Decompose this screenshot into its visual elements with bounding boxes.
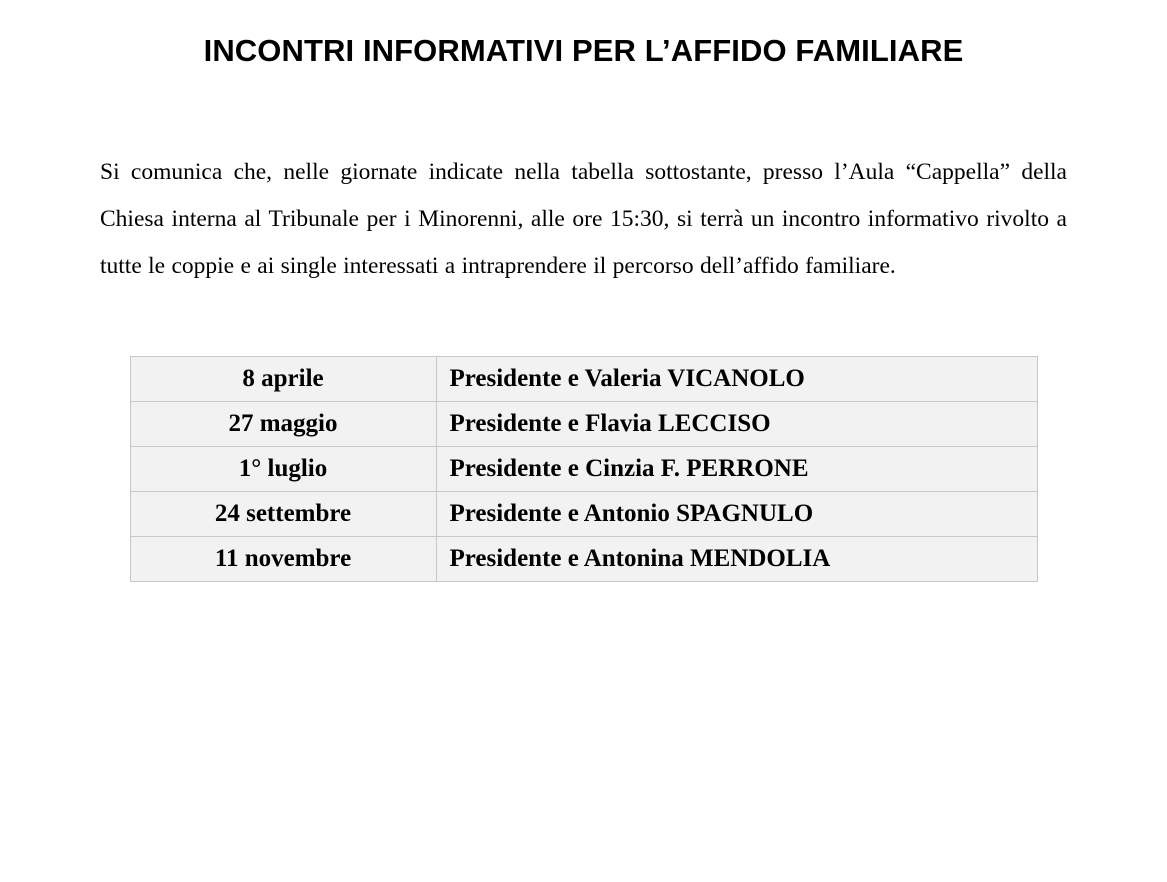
table-cell-date: 8 aprile — [130, 357, 436, 402]
table-row — [130, 357, 1037, 402]
intro-paragraph: Si comunica che, nelle giornate indicate nella tabella sottostante, presso l’Aula “Cappella” della Chiesa interna al Tribunale per i Minorenni, alle ore 15:30, si terrà un incontro informativo rivolto a tutte le coppie e ai single interessati a intraprendere il percorso dell’affido familiare. — [100, 159, 1067, 280]
table-cell-date: 11 novembre — [130, 537, 436, 582]
table-row — [130, 537, 1037, 582]
schedule-table-container — [0, 290, 1167, 582]
table-cell-participants: Presidente e Valeria VICANOLO — [436, 357, 1037, 402]
table-cell-participants: Presidente e Antonio SPAGNULO — [436, 492, 1037, 537]
table-cell-participants: Presidente e Cinzia F. PERRONE — [436, 447, 1037, 492]
table-row — [130, 447, 1037, 492]
table-cell-date: 24 settembre — [130, 492, 436, 537]
table-cell-date: 27 maggio — [130, 402, 436, 447]
table-row — [130, 492, 1037, 537]
schedule-table — [130, 356, 1038, 582]
schedule-table-body — [130, 357, 1037, 582]
body-text-block — [0, 71, 1167, 290]
page-title: INCONTRI INFORMATIVI PER L’AFFIDO FAMILIARE — [203, 33, 964, 68]
table-cell-date: 1° luglio — [130, 447, 436, 492]
table-row — [130, 402, 1037, 447]
table-cell-participants: Presidente e Antonina MENDOLIA — [436, 537, 1037, 582]
table-cell-participants: Presidente e Flavia LECCISO — [436, 402, 1037, 447]
